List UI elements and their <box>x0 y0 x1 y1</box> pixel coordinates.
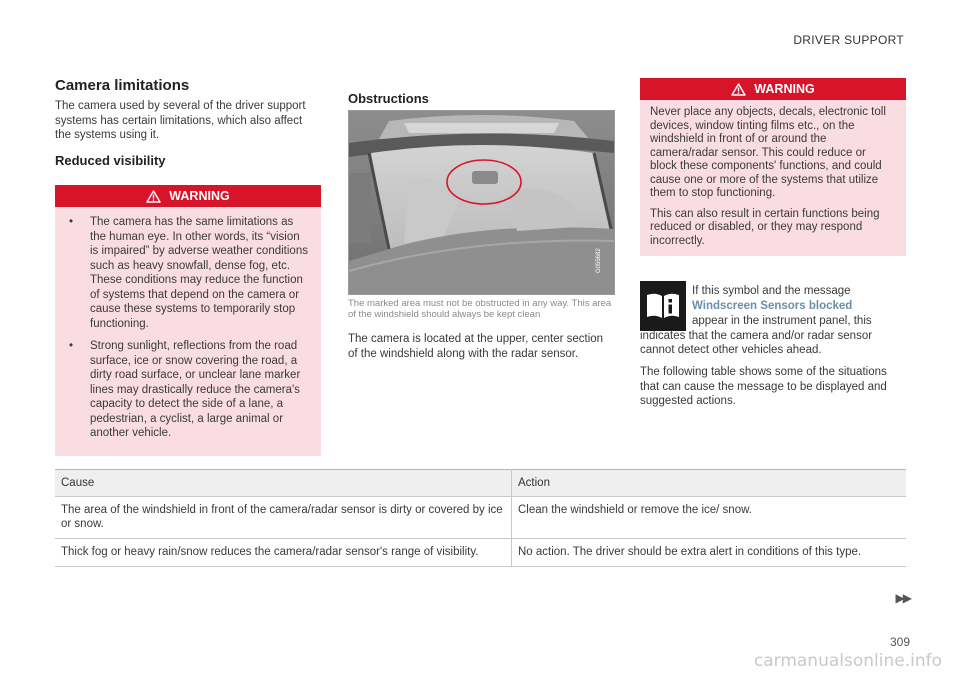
subheading-obstructions: Obstructions <box>348 91 429 106</box>
cause-cell: The area of the windshield in front of the camera/radar sensor is dirty or covered by ice or snow. <box>55 497 512 539</box>
image-caption: The marked area must not be obstructed in any way. This area of the windshield should always be kept clean <box>348 298 612 320</box>
table-row <box>55 497 906 539</box>
column-2 <box>348 91 614 106</box>
action-cell: No action. The driver should be extra alert in conditions of this type. <box>512 539 907 567</box>
warning-bullet: • The camera has the same limitations as the human eye. In other words, its “vision is impaired” by adverse weather conditions such as heavy snowfall, dense fog, etc. These conditions may reduce the function of systems that depend on the camera or cause these systems to temporarily stop functioning. <box>77 215 309 331</box>
section-header: DRIVER SUPPORT <box>793 33 904 47</box>
warning-header <box>55 185 321 207</box>
image-code: G055682 <box>596 248 602 273</box>
warning-box-obstruction <box>640 78 906 256</box>
camera-location-text: The camera is located at the upper, center section of the windshield along with the radar sensor. <box>348 333 604 360</box>
warning-box-visibility <box>55 185 321 456</box>
subheading-reduced-visibility: Reduced visibility <box>55 152 166 168</box>
warning-paragraph: Never place any objects, decals, electronic toll devices, window tinting films etc., on the windshield in front of or around the camera/radar sensor. This could reduce or block these components' functions, and could cause one or more of the systems that utilize them to stop functioning. <box>650 106 886 199</box>
warning-label: WARNING <box>754 82 815 96</box>
cause-cell: Thick fog or heavy rain/snow reduces the camera/radar sensor's range of visibility. <box>55 539 512 567</box>
symbol-explanation: appear in the instrument panel, this indicates that the camera and/or radar sensor cannot detect other vehicles ahead. <box>640 315 873 356</box>
symbol-intro: If this symbol and the message <box>692 285 851 297</box>
next-page-arrow-icon[interactable]: ▶▶ <box>895 591 910 605</box>
symbol-message: Windscreen Sensors blocked <box>692 299 853 312</box>
warning-label: WARNING <box>169 189 230 203</box>
warning-triangle-icon <box>731 83 746 96</box>
table-row <box>55 539 906 567</box>
section-title: Camera limitations <box>55 77 190 94</box>
page-number: 309 <box>889 635 910 649</box>
watermark: carmanualsonline.info <box>753 651 942 671</box>
table-header-row <box>55 470 906 497</box>
column-1 <box>55 77 321 168</box>
warning-body <box>640 100 906 254</box>
warning-bullet-list <box>55 207 321 449</box>
column-header-action: Action <box>512 470 907 497</box>
windshield-illustration <box>348 110 615 295</box>
symbol-text-top <box>692 284 906 313</box>
cause-action-table <box>55 469 906 567</box>
warning-triangle-icon <box>146 190 161 203</box>
warning-header <box>640 78 906 100</box>
action-cell: Clean the windshield or remove the ice/ snow. <box>512 497 907 539</box>
warning-bullet: • Strong sunlight, reflections from the road surface, ice or snow covering the road, a dirty road surface, or unclear lane marker lines may drastically reduce the camera's capacity to detect the side of a lane, a pedestrian, a cyclist, a large animal or another vehicle. <box>77 339 309 441</box>
table-intro: The following table shows some of the situations that can cause the message to be displayed and suggested actions. <box>640 366 887 407</box>
column-header-cause: Cause <box>55 470 512 497</box>
windshield-image <box>349 111 614 294</box>
warning-paragraph: This can also result in certain functions being reduced or disabled, or they may respond incorrectly. <box>650 207 880 247</box>
intro-paragraph: The camera used by several of the driver support systems has certain limitations, which also affect the systems using it. <box>55 100 306 141</box>
